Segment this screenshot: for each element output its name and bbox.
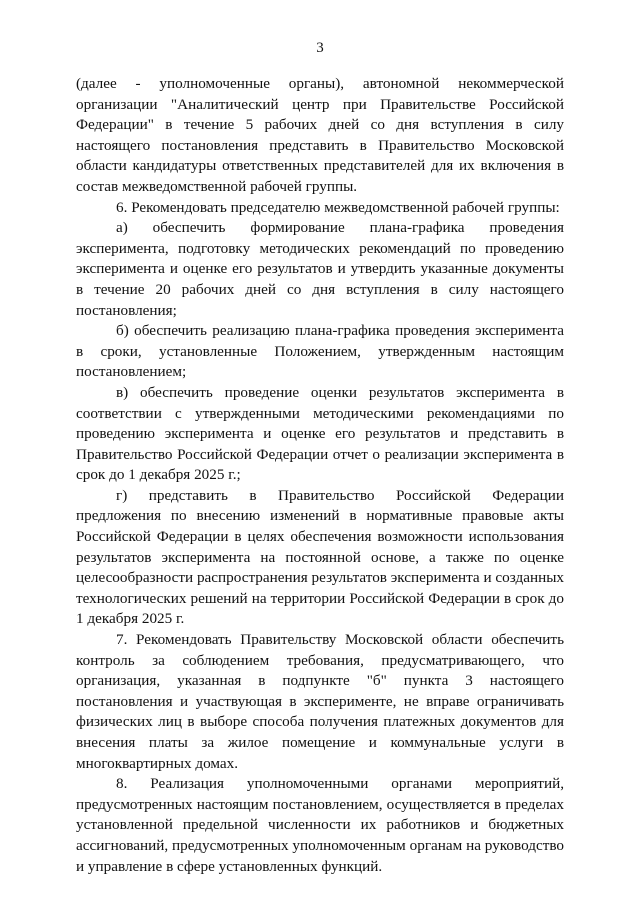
paragraph-item-7: 7. Рекомендовать Правительству Московской области обеспечить контроль за соблюдением требования, предусматривающего, что организация, указанная в подпункте "б" пункта 3 настоящего постановления и участвующая в эксперименте, не вправе ограничивать физических лиц в выборе способа получения платежных документов для внесения платы за жилое помещение и коммунальные услуги в многоквартирных домах. [76, 631, 564, 772]
paragraph-item-6b: б) обеспечить реализацию плана-графика проведения эксперимента в сроки, установленные Положением, утвержденным настоящим постановлением; [76, 322, 564, 381]
paragraph-item-8: 8. Реализация уполномоченными органами мероприятий, предусмотренных настоящим постановлением, осуществляется в пределах установленной предельной численности их работников и бюджетных ассигнований, предусмотренных уполномоченным органам на руководство и управление в сфере установленных функций. [76, 775, 564, 875]
paragraph-item-6g: г) представить в Правительство Российской Федерации предложения по внесению изменений в нормативные правовые акты Российской Федерации в целях обеспечения возможности использования результатов эксперимента на постоянной основе, а также по оценке целесообразности распространения результатов эксперимента и созданных технологических решений на территории Российской Федерации в срок до 1 декабря 2025 г. [76, 486, 564, 628]
page-number: 3 [316, 40, 324, 56]
paragraph-item-6: 6. Рекомендовать председателю межведомственной рабочей группы: [116, 198, 560, 216]
paragraph-item-6a: а) обеспечить формирование плана-графика проведения эксперимента, подготовку методических рекомендаций по проведению эксперимента и оценке его результатов и утвердить указанные документы в течение 20 рабочих дней со дня вступления в силу настоящего постановления; [76, 219, 564, 319]
document-body [76, 74, 564, 877]
paragraph-continuation: (далее - уполномоченные органы), автономной некоммерческой организации "Аналитический центр при Правительстве Российской Федерации" в течение 5 рабочих дней со дня вступления в силу настоящего постановления представить в Правительство Московской области кандидатуры ответственных представителей для их включения в состав межведомственной рабочей группы. [76, 75, 564, 195]
paragraph-item-6v: в) обеспечить проведение оценки результатов эксперимента в соответствии с утвержденными методическими рекомендациями по проведению эксперимента и оценке его результатов и представить в Правительство Российской Федерации отчет о реализации эксперимента в срок до 1 декабря 2025 г.; [76, 383, 564, 484]
